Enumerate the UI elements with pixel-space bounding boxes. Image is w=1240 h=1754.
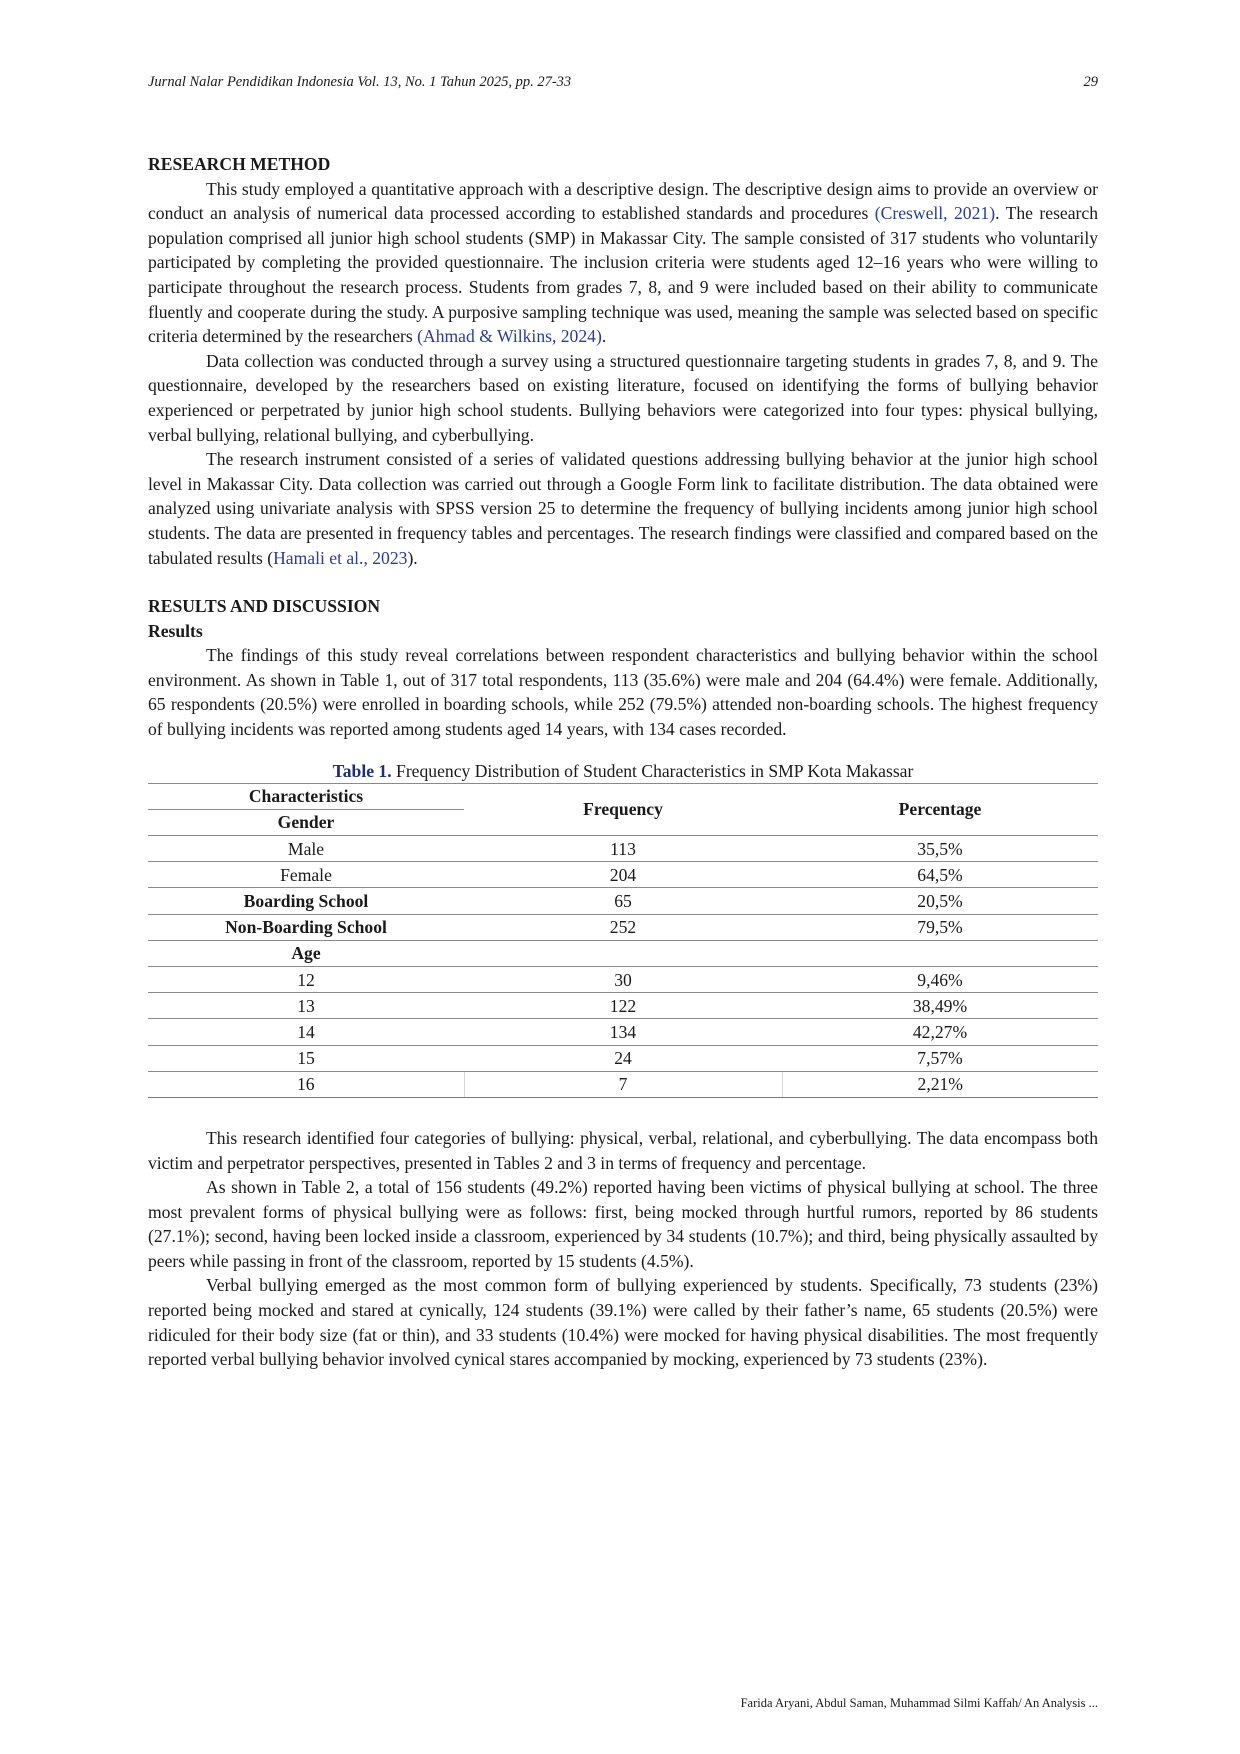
- table-row: 16 7 2,21%: [148, 1071, 1098, 1097]
- citation-link[interactable]: (Ahmad & Wilkins, 2024): [417, 326, 602, 347]
- table-row: Age: [148, 940, 1098, 966]
- method-paragraph-3: The research instrument consisted of a series of validated questions addressing bullying behavior at the junior high school level in Makassar City. Data collection was carried out through a Google Form link to facilitate distribution. The data obtained were analyzed using univariate analysis with SPSS version 25 to determine the frequency of bullying incidents among junior high school students. The data are presented in frequency tables and percentages. The research findings were classified and compared based on the tabulated results (Hamali et al., 2023).: [148, 449, 1098, 568]
- results-paragraph-3: As shown in Table 2, a total of 156 students (49.2%) reported having been victims of physical bullying at school. The three most prevalent forms of physical bullying were as follows: first, being mocked through hurtful rumors, reported by 86 students (27.1%); second, having been locked inside a classroom, experienced by 34 students (10.7%); and third, being physically assaulted by peers while passing in front of the classroom, reported by 15 students (4.5%).: [148, 1177, 1098, 1271]
- table-1: [148, 783, 1098, 1098]
- results-paragraph-1: The findings of this study reveal correlations between respondent characteristics and bullying behavior within the school environment. As shown in Table 1, out of 317 total respondents, 113 (35.6%) were male and 204 (64.4%) were female. Additionally, 65 respondents (20.5%) were enrolled in boarding schools, while 252 (79.5%) attended non-boarding schools. The highest frequency of bullying incidents was reported among students aged 14 years, with 134 cases recorded.: [148, 645, 1098, 740]
- table-header-frequency: Frequency: [464, 783, 782, 835]
- table-row: Boarding School 65 20,5%: [148, 888, 1098, 914]
- page-body: [148, 152, 1098, 1372]
- section-heading-method: RESEARCH METHOD: [148, 154, 331, 174]
- journal-citation: Jurnal Nalar Pendidikan Indonesia Vol. 13, No. 1 Tahun 2025, pp. 27-33: [148, 74, 572, 90]
- table-row: 15 24 7,57%: [148, 1045, 1098, 1071]
- table-row: Non-Boarding School 252 79,5%: [148, 914, 1098, 940]
- table-row: 14 134 42,27%: [148, 1019, 1098, 1045]
- table-header-characteristics: Characteristics: [148, 783, 464, 809]
- table-row: Female 204 64,5%: [148, 862, 1098, 888]
- subsection-heading-results: Results: [148, 620, 203, 641]
- method-paragraph-2: Data collection was conducted through a survey using a structured questionnaire targeting students in grades 7, 8, and 9. The questionnaire, developed by the researchers based on existing literature, focused on identifying the forms of bullying behavior experienced or perpetrated by junior high school students. Bullying behaviors were categorized into four types: physical bullying, verbal bullying, relational bullying, and cyberbullying.: [148, 350, 1098, 445]
- citation-link[interactable]: Hamali et al., 2023: [273, 547, 408, 568]
- citation-link[interactable]: (Creswell, 2021): [874, 203, 996, 224]
- running-footer: Farida Aryani, Abdul Saman, Muhammad Silmi Kaffah/ An Analysis ...: [740, 1696, 1098, 1710]
- method-paragraph-1: This study employed a quantitative approach with a descriptive design. The descriptive design aims to provide an overview or conduct an analysis of numerical data processed according to established standards and procedures (Creswell, 2021). The research population comprised all junior high school students (SMP) in Makassar City. The sample consisted of 317 students who voluntarily participated by completing the provided questionnaire. The inclusion criteria were students aged 12–16 years who were willing to participate throughout the research process. Students from grades 7, 8, and 9 were included based on their ability to communicate fluently and cooperate during the study. A purposive sampling technique was used, meaning the sample was selected based on specific criteria determined by the researchers (Ahmad & Wilkins, 2024).: [148, 178, 1098, 347]
- page-number: 29: [1083, 74, 1098, 90]
- section-heading-results: RESULTS AND DISCUSSION: [148, 596, 381, 617]
- results-paragraph-4: Verbal bullying emerged as the most common form of bullying experienced by students. Specifically, 73 students (23%) reported being mocked and stared at cynically, 124 students (39.1%) were called by their father’s name, 65 students (20.5%) were ridiculed for their body size (fat or thin), and 33 students (10.4%) were mocked for having physical disabilities. The most frequently reported verbal bullying behavior involved cynical stares accompanied by mocking, experienced by 73 students (23%).: [148, 1275, 1098, 1370]
- table-row: Male 113 35,5%: [148, 836, 1098, 862]
- table-label: Table 1.: [332, 760, 392, 781]
- table-row: 13 122 38,49%: [148, 993, 1098, 1019]
- table-caption: Table 1. Frequency Distribution of Student Characteristics in SMP Kota Makassar: [332, 760, 914, 781]
- results-paragraph-2: This research identified four categories of bullying: physical, verbal, relational, and cyberbullying. The data encompass both victim and perpetrator perspectives, presented in Tables 2 and 3 in terms of frequency and percentage.: [148, 1127, 1098, 1173]
- table-row: 12 30 9,46%: [148, 966, 1098, 992]
- table-header-gender: Gender: [148, 809, 464, 835]
- running-header: [148, 74, 1098, 96]
- table-header-percentage: Percentage: [782, 783, 1098, 835]
